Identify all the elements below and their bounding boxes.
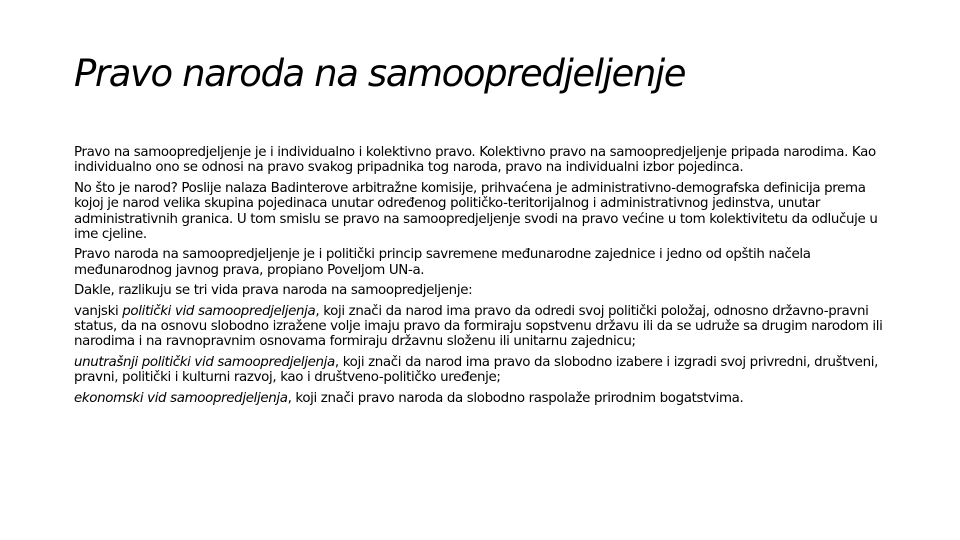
paragraph-three-types-intro: Dakle, razlikuju se tri vida prava naroda na samoopredjeljenje: <box>74 283 473 299</box>
paragraph-definition: Pravo na samoopredjeljenje je i individualno i kolektivno pravo. Kolektivno pravo na samoopredjeljenje pripada narodima. Kao individualno ono se odnosi na pravo svakog pripadnika tog naroda, pravo na individualni izbor pojedinca. <box>74 145 876 176</box>
slide-body <box>74 145 886 406</box>
economic-type-term: ekonomski vid samoopredjeljenja <box>74 390 288 406</box>
economic-type-description: , koji znači pravo naroda da slobodno raspolaže prirodnim bogatstvima. <box>287 390 744 406</box>
slide-title: Pravo naroda na samoopredjeljenje <box>74 52 686 95</box>
paragraph-internal-type <box>74 355 886 386</box>
external-type-term: politički vid samoopredjeljenja <box>122 303 316 319</box>
external-type-description: , koji znači da narod ima pravo da odredi svoj politički položaj, odnosno državno-pravni status, da na osnovu slobodno izražene volje imaju pravo da formiraju sopstvenu državu ili da se udruže sa drugim narodom ili narodima i na ravnopravnim osnovama formiraju državnu složenu ili unitarnu zajednicu; <box>74 303 883 350</box>
paragraph-what-is-nation: No što je narod? Poslije nalaza Badinterove arbitražne komisije, prihvaćena je administrativno-demografska definicija prema kojoj je narod velika skupina pojedinaca unutar određenog političko-teritorijalnog i administrativnog jedinstva, unutar administrativnih granica. U tom smislu se pravo na samoopredjeljenje svodi na pravo većine u tom kolektivitetu da odlučuje u ime cjeline. <box>74 180 878 243</box>
internal-type-description: , koji znači da narod ima pravo da slobodno izabere i izgradi svoj privredni, društveni, pravni, politički i kulturni razvoj, kao i društveno-političko uređenje; <box>74 354 878 386</box>
paragraph-external-type <box>74 304 886 350</box>
external-type-prefix: vanjski <box>74 303 123 319</box>
paragraph-economic-type <box>74 391 886 406</box>
internal-type-term: unutrašnji politički vid samoopredjeljenja <box>74 354 335 370</box>
paragraph-political-principle: Pravo naroda na samoopredjeljenje je i politički princip savremene međunarodne zajednice i jedno od opštih načela međunarodnog javnog prava, propiano Poveljom UN-a. <box>74 247 811 278</box>
